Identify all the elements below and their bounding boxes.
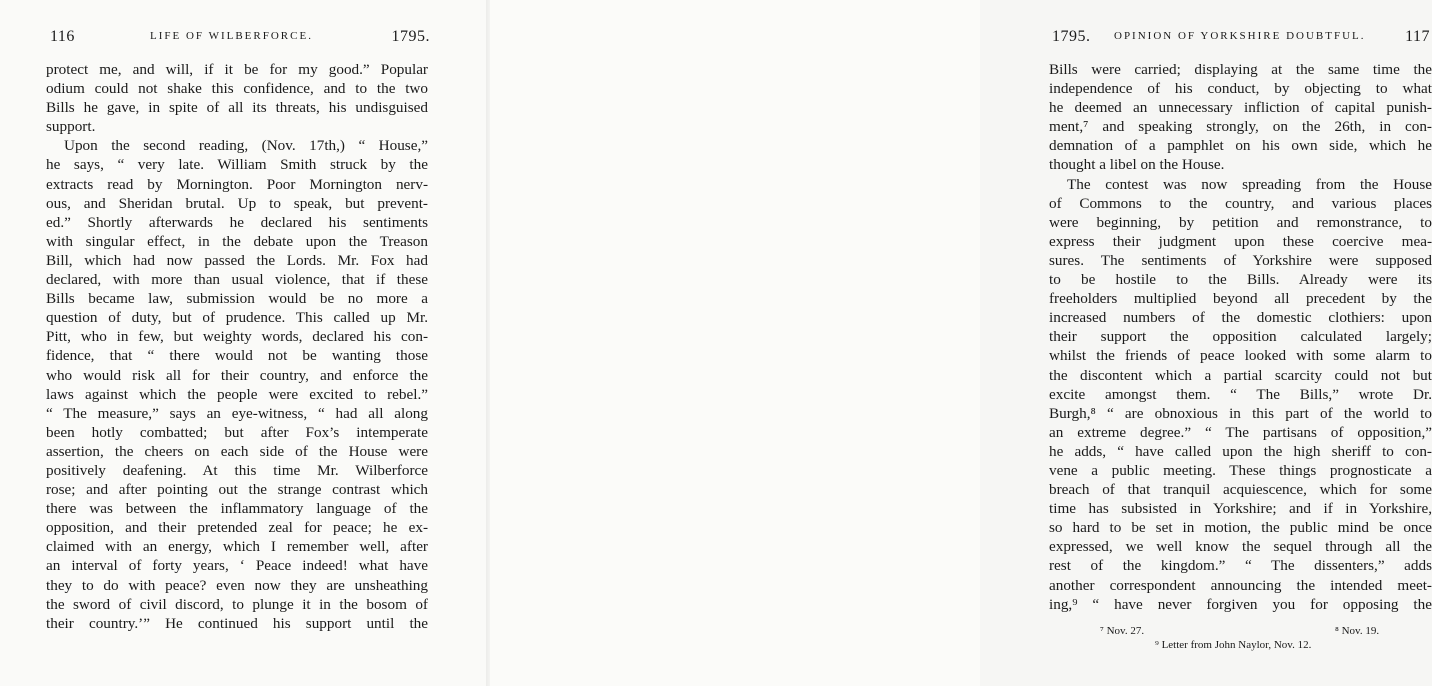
text-line: were beginning, by petition and remonstrance, to — [1049, 213, 1432, 231]
text-line: expressed, we well know the sequel through all the — [1049, 538, 1432, 556]
text-line: “ The measure,” says an eye-witness, “ had all along — [46, 404, 428, 422]
text-line: time has subsisted in Yorkshire; and if in Yorkshire, — [1049, 500, 1432, 518]
footnote-7: ⁷ Nov. 27. — [1100, 625, 1145, 637]
text-line: demnation of a pamphlet on his own side, which he — [1049, 137, 1432, 155]
left-page-body — [46, 60, 428, 633]
right-page-number: 117 — [1405, 28, 1430, 45]
text-line: Bill, which had now passed the Lords. Mr. Fox had — [46, 251, 428, 269]
footnote-8: ⁸ Nov. 19. — [1335, 625, 1380, 637]
text-line: laws against which the people were excited to rebel.” — [46, 385, 428, 403]
text-line: Bills he gave, in spite of all its threats, his undisguised — [46, 99, 428, 117]
text-line: been hotly combatted; but after Fox’s intemperate — [46, 423, 428, 441]
text-line: there was between the inflammatory language of the — [46, 500, 428, 518]
text-line: increased numbers of the domestic clothiers: upon — [1049, 309, 1432, 327]
text-line: sures. The sentiments of Yorkshire were supposed — [1049, 251, 1432, 269]
footnote-9: ⁹ Letter from John Naylor, Nov. 12. — [1155, 639, 1312, 651]
text-line: he adds, “ have called upon the high sheriff to con- — [1049, 442, 1432, 460]
text-line: excite amongst them. “ The Bills,” wrote Dr. — [1049, 385, 1432, 403]
text-line: positively deafening. At this time Mr. Wilberforce — [46, 461, 428, 479]
text-line: support. — [46, 118, 96, 136]
text-line: Pitt, who in few, but weighty words, declared his con- — [46, 328, 428, 346]
text-line: who would risk all for their country, and enforce the — [46, 366, 428, 384]
text-line: breach of that tranquil acquiescence, which for some — [1049, 481, 1432, 499]
text-line: declared, with more than usual violence, that if these — [46, 271, 428, 289]
text-line: ing,⁹ “ have never forgiven you for opposing the — [1049, 595, 1432, 613]
text-line: ous, and Sheridan brutal. Up to speak, but prevent- — [46, 194, 428, 212]
text-line: another correspondent announcing the intended meet- — [1049, 576, 1432, 594]
right-running-head: OPINION OF YORKSHIRE DOUBTFUL. — [1114, 30, 1366, 42]
text-line: express their judgment upon these coercive mea- — [1049, 232, 1432, 250]
left-page — [0, 0, 490, 686]
text-line: with singular effect, in the debate upon the Treason — [46, 232, 428, 250]
text-line: to be hostile to the Bills. Already were its — [1049, 271, 1432, 289]
text-line: he deemed an unnecessary infliction of capital punish- — [1049, 99, 1432, 117]
text-line: assertion, the cheers on each side of the House were — [46, 442, 428, 460]
text-line: they to do with peace? even now they are unsheathing — [46, 576, 428, 594]
left-page-year: 1795. — [391, 28, 430, 45]
left-page-number: 116 — [50, 28, 75, 45]
text-line: the sword of civil discord, to plunge it in the bosom of — [46, 595, 428, 613]
text-line: their country.’” He continued his support until the — [46, 614, 428, 632]
right-page — [490, 0, 1432, 686]
text-line: fidence, that “ there would not be wanting those — [46, 347, 428, 365]
text-line: ment,⁷ and speaking strongly, on the 26th, in con- — [1049, 118, 1432, 136]
text-line: their support the opposition calculated largely; — [1049, 328, 1432, 346]
text-line: the discontent which a partial scarcity could not but — [1049, 366, 1432, 384]
right-page-body — [1049, 60, 1432, 614]
text-line: odium could not shake this confidence, and to the two — [46, 80, 428, 98]
text-line: rest of the kingdom.” “ The dissenters,” adds — [1049, 557, 1432, 575]
text-line: extracts read by Mornington. Poor Mornington nerv- — [46, 175, 428, 193]
text-line: opposition, and their pretended zeal for peace; he ex- — [46, 519, 428, 537]
text-line: independence of his conduct, by objecting to what — [1049, 80, 1432, 98]
text-line: protect me, and will, if it be for my good.” Popular — [46, 61, 428, 78]
text-line: vene a public meeting. These things prognosticate a — [1049, 461, 1432, 479]
text-line: an extreme degree.” “ The partisans of opposition,” — [1049, 423, 1432, 441]
text-line: freeholders multiplied beyond all precedent by the — [1049, 290, 1432, 308]
text-line: claimed with an energy, which I remember well, after — [46, 538, 428, 556]
text-line: he says, “ very late. William Smith struck by the — [46, 156, 428, 174]
text-line: Burgh,⁸ “ are obnoxious in this part of the world to — [1049, 404, 1432, 422]
left-running-head: LIFE OF WILBERFORCE. — [150, 30, 313, 42]
left-page-header — [50, 28, 430, 48]
text-line: Bills became law, submission would be no more a — [46, 290, 428, 308]
text-line: whilst the friends of peace looked with some alarm to — [1049, 347, 1432, 365]
text-line: thought a libel on the House. — [1049, 156, 1225, 174]
right-page-year: 1795. — [1052, 28, 1091, 45]
footnotes — [1050, 624, 1430, 652]
text-line: an interval of forty years, ‘ Peace indeed! what have — [46, 557, 428, 575]
text-line: Upon the second reading, (Nov. 17th,) “ House,” — [64, 137, 428, 155]
text-line: ed.” Shortly afterwards he declared his sentiments — [46, 213, 428, 231]
right-page-header — [1052, 28, 1430, 48]
text-line: The contest was now spreading from the House — [1067, 175, 1432, 193]
text-line: Bills were carried; displaying at the same time the — [1049, 61, 1432, 78]
text-line: rose; and after pointing out the strange contrast which — [46, 481, 428, 499]
text-line: of Commons to the country, and various places — [1049, 194, 1432, 212]
text-line: so hard to be set in motion, the public mind be once — [1049, 519, 1432, 537]
text-line: question of duty, but of prudence. This called up Mr. — [46, 309, 428, 327]
